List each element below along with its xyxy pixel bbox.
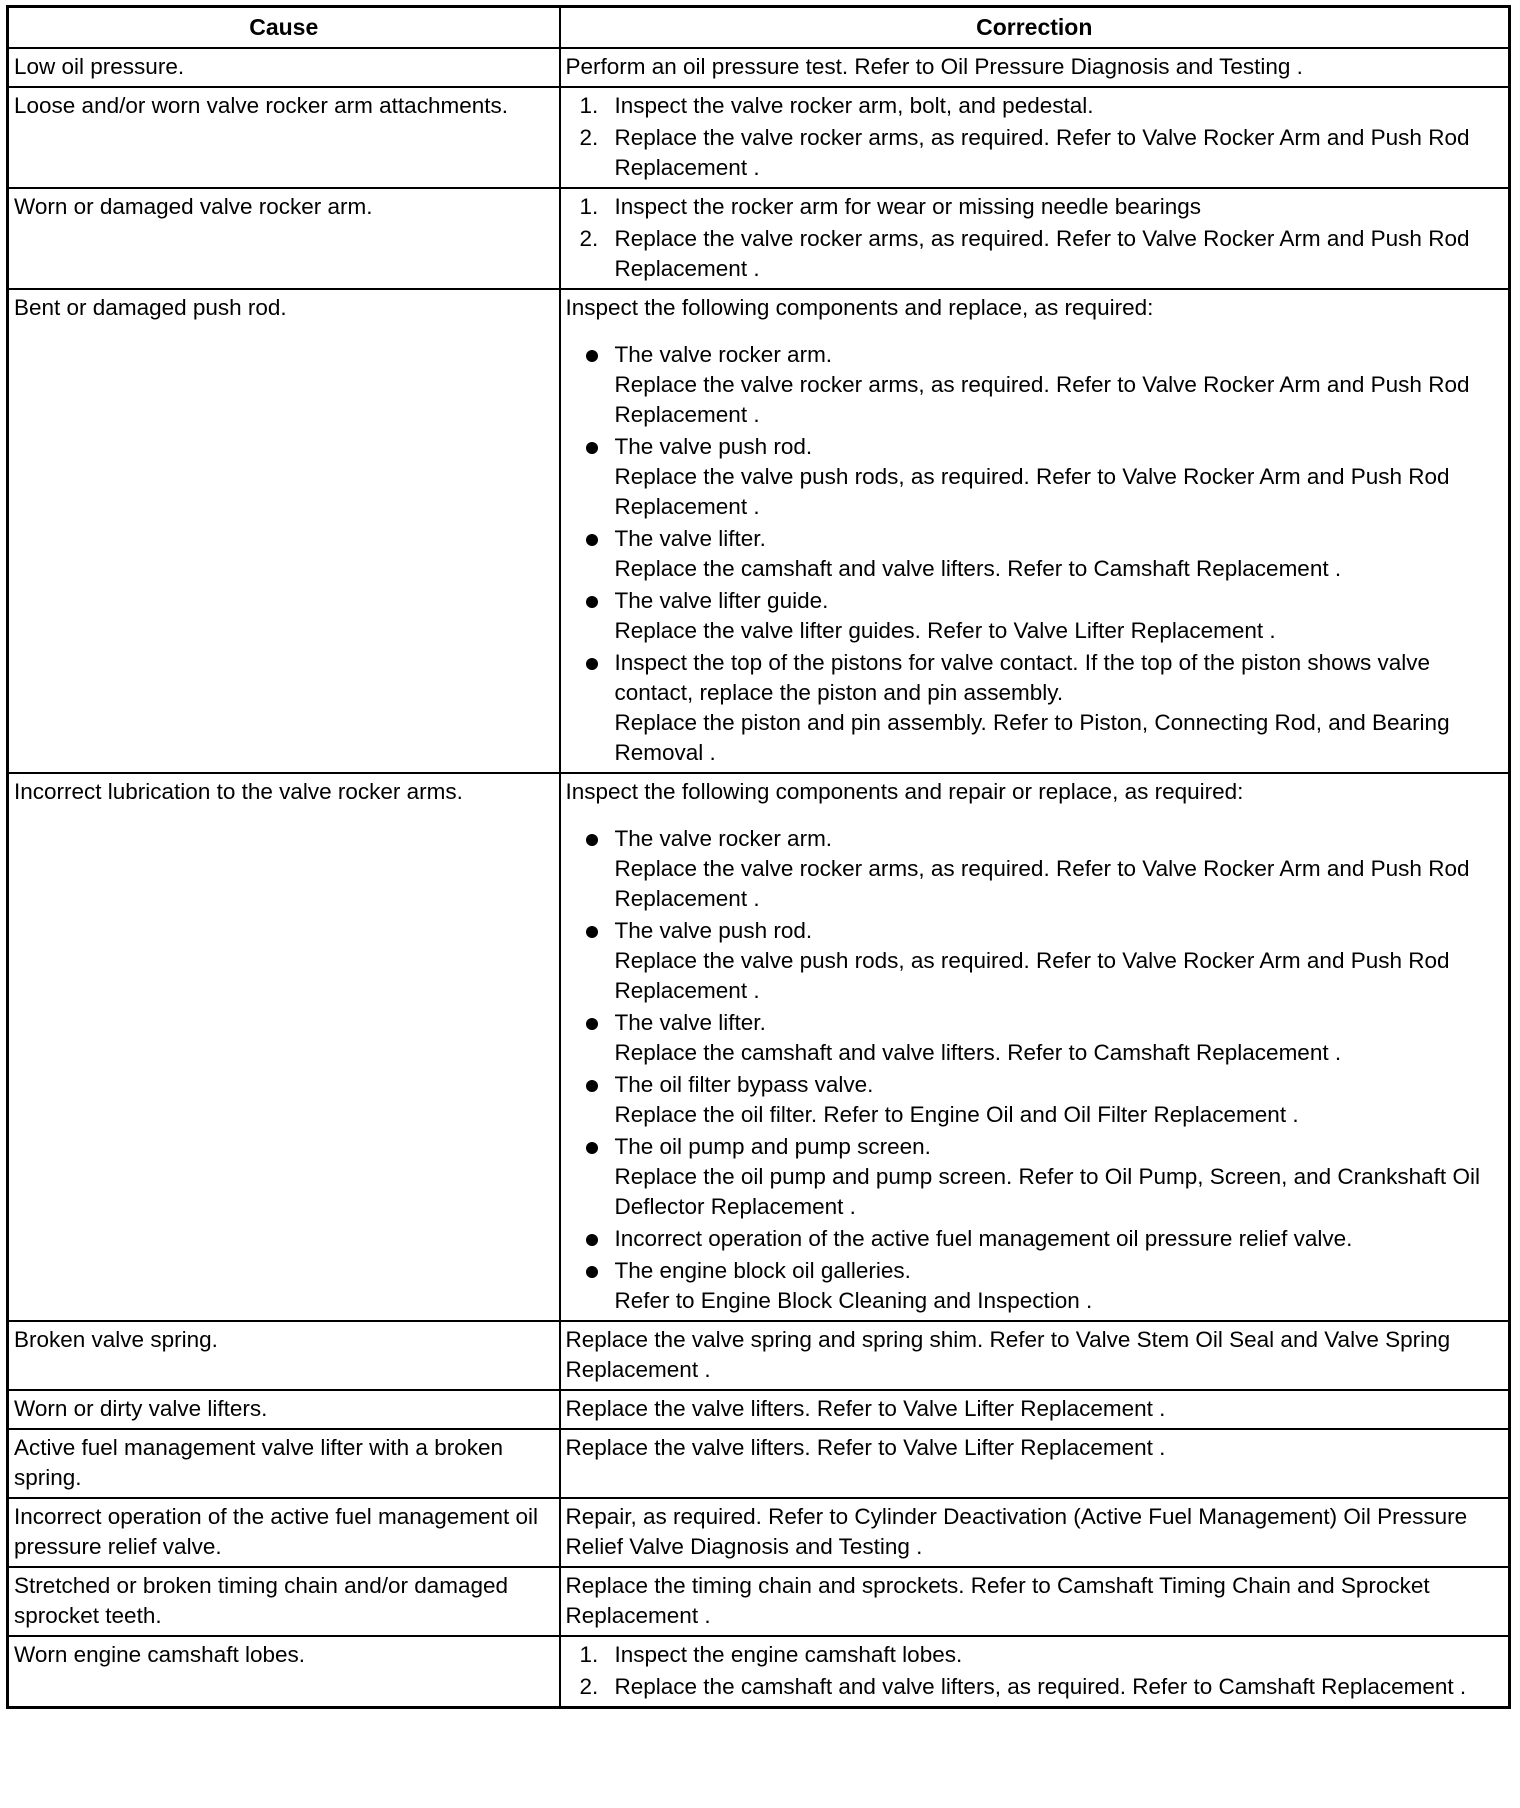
cause-cell: Low oil pressure.: [8, 48, 560, 87]
correction-cell: Replace the valve lifters. Refer to Valve Lifter Replacement .: [560, 1429, 1510, 1498]
table-header-row: [8, 7, 1510, 49]
step-list: [566, 91, 1504, 183]
component-name: The oil pump and pump screen.: [614, 1134, 931, 1159]
bullet-icon: [586, 1018, 598, 1030]
bullet-icon: [586, 1080, 598, 1092]
cause-cell: Incorrect operation of the active fuel management oil pressure relief valve.: [8, 1498, 560, 1567]
correction-cell: [560, 87, 1510, 188]
table-row: [8, 87, 1510, 188]
step-number: 1.: [579, 93, 599, 118]
table-row: [8, 289, 1510, 773]
component-item: [566, 524, 1504, 584]
correction-cell: [560, 289, 1510, 773]
component-action: Replace the valve rocker arms, as required. Refer to Valve Rocker Arm and Push Rod Replacement .: [614, 372, 1470, 427]
component-name: Inspect the top of the pistons for valve contact. If the top of the piston shows valve contact, replace the piston and pin assembly.: [614, 650, 1430, 705]
step-list: [566, 1640, 1504, 1702]
step-number: 2.: [579, 226, 599, 251]
component-name: The valve rocker arm.: [614, 342, 833, 367]
step-text: Replace the camshaft and valve lifters, as required. Refer to Camshaft Replacement .: [614, 1674, 1467, 1699]
table-row: [8, 188, 1510, 289]
table-row: [8, 1498, 1510, 1567]
bullet-icon: [586, 834, 598, 846]
step-number: 1.: [579, 1642, 599, 1667]
component-item: [566, 916, 1504, 1006]
component-name: The oil filter bypass valve.: [614, 1072, 874, 1097]
step-text: Inspect the rocker arm for wear or missing needle bearings: [614, 194, 1202, 219]
correction-cell: Repair, as required. Refer to Cylinder Deactivation (Active Fuel Management) Oil Pressure Relief Valve Diagnosis and Testing .: [560, 1498, 1510, 1567]
correction-cell: Replace the valve lifters. Refer to Valve Lifter Replacement .: [560, 1390, 1510, 1429]
step-text: Inspect the valve rocker arm, bolt, and pedestal.: [614, 93, 1094, 118]
cause-cell: Stretched or broken timing chain and/or damaged sprocket teeth.: [8, 1567, 560, 1636]
correction-cell: Perform an oil pressure test. Refer to Oil Pressure Diagnosis and Testing .: [560, 48, 1510, 87]
component-item: [566, 432, 1504, 522]
step-item: [566, 123, 1504, 183]
component-item: [566, 340, 1504, 430]
component-name: The valve rocker arm.: [614, 826, 833, 851]
component-action: Replace the oil pump and pump screen. Refer to Oil Pump, Screen, and Crankshaft Oil Deflector Replacement .: [614, 1164, 1480, 1219]
table-row: [8, 1636, 1510, 1708]
cause-cell: Incorrect lubrication to the valve rocker arms.: [8, 773, 560, 1321]
bullet-icon: [586, 1142, 598, 1154]
component-item: [566, 1256, 1504, 1316]
cause-cell: Worn or dirty valve lifters.: [8, 1390, 560, 1429]
step-number: 2.: [579, 125, 599, 150]
component-item: [566, 1132, 1504, 1222]
table-row: [8, 1321, 1510, 1390]
component-action: Replace the valve rocker arms, as required. Refer to Valve Rocker Arm and Push Rod Replacement .: [614, 856, 1470, 911]
correction-lead-text: Inspect the following components and repair or replace, as required:: [565, 779, 1244, 804]
step-text: Replace the valve rocker arms, as required. Refer to Valve Rocker Arm and Push Rod Replacement .: [614, 125, 1470, 180]
bullet-icon: [586, 1266, 598, 1278]
step-number: 1.: [579, 194, 599, 219]
step-list: [566, 192, 1504, 284]
component-name: The valve lifter.: [614, 526, 766, 551]
bullet-icon: [586, 350, 598, 362]
component-item: [566, 824, 1504, 914]
step-text: Replace the valve rocker arms, as required. Refer to Valve Rocker Arm and Push Rod Replacement .: [614, 226, 1470, 281]
component-list: [566, 824, 1504, 1316]
correction-cell: Replace the timing chain and sprockets. Refer to Camshaft Timing Chain and Sprocket Replacement .: [560, 1567, 1510, 1636]
component-name: The valve push rod.: [614, 918, 813, 943]
cause-cell: Loose and/or worn valve rocker arm attachments.: [8, 87, 560, 188]
component-action: Replace the oil filter. Refer to Engine Oil and Oil Filter Replacement .: [614, 1102, 1299, 1127]
component-name: The valve lifter.: [614, 1010, 766, 1035]
step-item: [566, 192, 1504, 222]
step-text: Inspect the engine camshaft lobes.: [614, 1642, 963, 1667]
component-item: [566, 1224, 1504, 1254]
cause-correction-table: [6, 5, 1511, 1709]
component-action: Replace the piston and pin assembly. Refer to Piston, Connecting Rod, and Bearing Removal .: [614, 710, 1450, 765]
component-action: Refer to Engine Block Cleaning and Inspection .: [614, 1288, 1093, 1313]
step-number: 2.: [579, 1674, 599, 1699]
component-action: Replace the camshaft and valve lifters. Refer to Camshaft Replacement .: [614, 556, 1342, 581]
component-action: Replace the valve push rods, as required. Refer to Valve Rocker Arm and Push Rod Replacement .: [614, 948, 1450, 1003]
correction-column-header: Correction: [560, 7, 1510, 49]
component-item: [566, 1008, 1504, 1068]
cause-cell: Broken valve spring.: [8, 1321, 560, 1390]
correction-lead-text: Inspect the following components and replace, as required:: [565, 295, 1154, 320]
bullet-icon: [586, 658, 598, 670]
cause-cell: Bent or damaged push rod.: [8, 289, 560, 773]
cause-column-header: Cause: [8, 7, 560, 49]
correction-cell: [560, 188, 1510, 289]
correction-cell: [560, 773, 1510, 1321]
cause-cell: Worn engine camshaft lobes.: [8, 1636, 560, 1708]
component-action: Replace the valve push rods, as required. Refer to Valve Rocker Arm and Push Rod Replacement .: [614, 464, 1450, 519]
step-item: [566, 1640, 1504, 1670]
component-item: [566, 586, 1504, 646]
diagnostic-document: [6, 5, 1508, 1709]
correction-cell: [560, 1636, 1510, 1708]
table-row: [8, 1429, 1510, 1498]
table-row: [8, 773, 1510, 1321]
step-item: [566, 1672, 1504, 1702]
bullet-icon: [586, 534, 598, 546]
component-item: [566, 648, 1504, 768]
bullet-icon: [586, 926, 598, 938]
cause-cell: Active fuel management valve lifter with a broken spring.: [8, 1429, 560, 1498]
step-item: [566, 91, 1504, 121]
component-name: The engine block oil galleries.: [614, 1258, 911, 1283]
table-row: [8, 1567, 1510, 1636]
table-body: [8, 48, 1510, 1708]
component-action: Replace the camshaft and valve lifters. Refer to Camshaft Replacement .: [614, 1040, 1342, 1065]
component-name: The valve lifter guide.: [614, 588, 829, 613]
component-item: [566, 1070, 1504, 1130]
component-action: Replace the valve lifter guides. Refer to Valve Lifter Replacement .: [614, 618, 1276, 643]
bullet-icon: [586, 1234, 598, 1246]
correction-cell: Replace the valve spring and spring shim. Refer to Valve Stem Oil Seal and Valve Spring Replacement .: [560, 1321, 1510, 1390]
component-list: [566, 340, 1504, 768]
table-row: [8, 1390, 1510, 1429]
table-row: [8, 48, 1510, 87]
step-item: [566, 224, 1504, 284]
component-name: Incorrect operation of the active fuel management oil pressure relief valve.: [614, 1226, 1353, 1251]
cause-cell: Worn or damaged valve rocker arm.: [8, 188, 560, 289]
component-name: The valve push rod.: [614, 434, 813, 459]
bullet-icon: [586, 596, 598, 608]
bullet-icon: [586, 442, 598, 454]
